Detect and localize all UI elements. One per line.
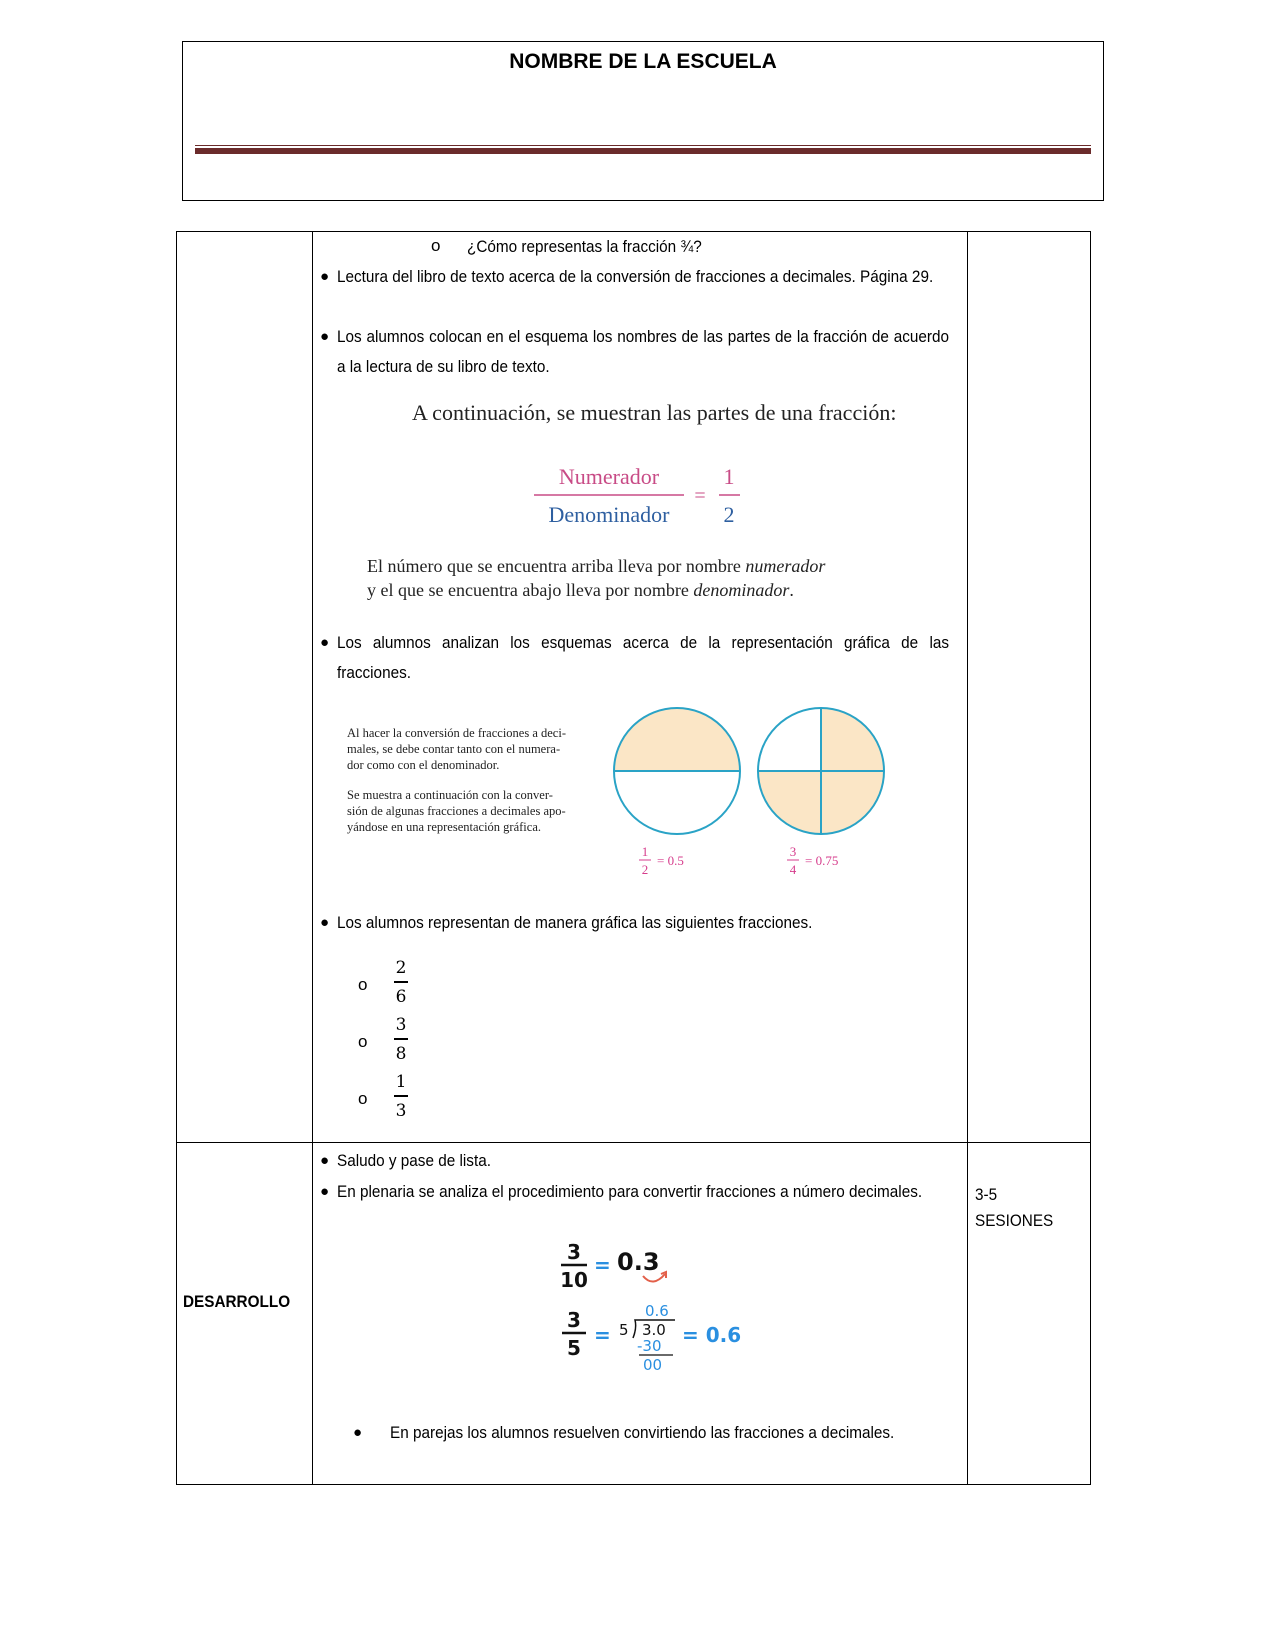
figure-parts-title: A continuación, se muestran las partes de una fracción:	[412, 400, 897, 425]
fraction-circles-figure	[337, 707, 897, 887]
quotient: 0.6	[645, 1302, 669, 1320]
fraction-bar	[394, 1038, 408, 1040]
bullet-schema: Los alumnos colocan en el esquema los nombres de las partes de la fracción de acuerdo a la lectura de su libro de texto.	[337, 327, 949, 376]
fraction-bar	[394, 1095, 408, 1097]
caption2-em: denominador	[693, 580, 790, 600]
column-divider-2	[967, 232, 968, 1484]
fraction-item	[391, 1014, 411, 1065]
label1-value: = 0.5	[657, 853, 684, 868]
fraction-num: 2	[395, 958, 407, 978]
stage-label: DESARROLLO	[183, 1292, 291, 1311]
bullet-analyze: Los alumnos analizan los esquemas acerca de la representación gráfica de las fracciones.	[337, 633, 949, 682]
sub-bullet-circle: o	[358, 975, 368, 994]
denominator-label: Denominador	[548, 502, 670, 527]
header-rule-thin	[195, 145, 1091, 146]
division-figure	[557, 1232, 777, 1382]
bullet-dot: ●	[320, 914, 330, 931]
circles-text-1: Al hacer la conversión de fracciones a deci-	[347, 726, 566, 740]
bullet-greeting: Saludo y pase de lista.	[337, 1151, 491, 1170]
label2-num: 3	[789, 844, 797, 859]
circles-text-3: dor como con el denominador.	[347, 758, 500, 772]
f2-den: 5	[567, 1336, 581, 1360]
circles-text-4: Se muestra a continuación con la conver-	[347, 788, 553, 802]
parts-caption-line1	[367, 556, 826, 576]
bullet-pairs: En parejas los alumnos resuelven convirtiendo las fracciones a decimales.	[390, 1423, 895, 1442]
label1-num: 1	[641, 844, 649, 859]
sub-bullet-circle: o	[358, 1089, 368, 1108]
f2-num: 3	[567, 1308, 581, 1332]
fraction-parts-figure	[362, 392, 922, 602]
caption1-em: numerador	[745, 556, 826, 576]
numerator-value: 1	[723, 464, 735, 489]
circles-text-2: males, se debe contar tanto con el numera-	[347, 742, 561, 756]
equals-sign: =	[694, 485, 706, 507]
fraction-den: 8	[395, 1044, 407, 1064]
page-header	[182, 41, 1104, 201]
subtract: -30	[637, 1337, 662, 1355]
bullet-dot: ●	[320, 1152, 330, 1169]
f2-result: = 0.6	[682, 1323, 742, 1347]
label2-value: = 0.75	[805, 853, 839, 868]
fraction-num: 3	[395, 1015, 407, 1035]
caption2-prefix: y el que se encuentra abajo lleva por nombre	[367, 580, 694, 600]
fraction-den: 6	[395, 987, 407, 1007]
label2-den: 4	[789, 862, 797, 877]
fraction-den: 3	[395, 1101, 407, 1121]
fraction-item	[391, 1071, 411, 1122]
bullet-dot: ●	[320, 268, 330, 285]
caption2-suffix: .	[789, 580, 794, 600]
caption1-prefix: El número que se encuentra arriba lleva por nombre	[367, 556, 746, 576]
bullet-dot: ●	[320, 328, 330, 345]
sub-bullet-circle: o	[358, 1032, 368, 1051]
bullet-dot: ●	[353, 1424, 363, 1441]
fraction-item	[391, 957, 411, 1008]
circles-text-6: yándose en una representación gráfica.	[347, 820, 542, 834]
sessions-label: 3-5 SESIONES	[975, 1185, 1054, 1230]
bullet-represent: Los alumnos representan de manera gráfica las siguientes fracciones.	[337, 913, 813, 932]
f1-den: 10	[560, 1268, 588, 1292]
f1-result: 0.3	[617, 1248, 660, 1276]
fraction-bar	[394, 981, 408, 983]
school-name: NOMBRE DE LA ESCUELA	[509, 50, 777, 73]
header-rule-thick	[195, 148, 1091, 154]
f1-num: 3	[567, 1240, 581, 1264]
numerator-label: Numerador	[558, 464, 660, 489]
f1-eq: =	[594, 1253, 611, 1277]
f2-eq: =	[594, 1323, 611, 1347]
sub-bullet-circle: o	[431, 236, 441, 255]
circles-text-5: sión de algunas fracciones a decimales apo-	[347, 804, 566, 818]
half-shaded	[614, 708, 740, 771]
bullet-plenary: En plenaria se analiza el procedimiento para convertir fracciones a número decimales.	[337, 1182, 923, 1201]
fraction-num: 1	[395, 1072, 407, 1092]
dividend: 3.0	[642, 1321, 666, 1339]
row-divider	[177, 1142, 1090, 1143]
label1-den: 2	[641, 862, 649, 877]
column-divider-1	[312, 232, 313, 1484]
bullet-dot: ●	[320, 1183, 330, 1200]
parts-caption-line2	[367, 580, 794, 600]
bullet-dot: ●	[320, 634, 330, 651]
lesson-table	[176, 231, 1091, 1485]
subquestion-text: ¿Cómo representas la fracción ¾?	[467, 237, 702, 256]
divisor: 5	[619, 1321, 629, 1339]
bullet-reading: Lectura del libro de texto acerca de la conversión de fracciones a decimales. Página 29.	[337, 267, 934, 286]
remainder: 00	[643, 1356, 663, 1374]
denominator-value: 2	[723, 502, 735, 527]
